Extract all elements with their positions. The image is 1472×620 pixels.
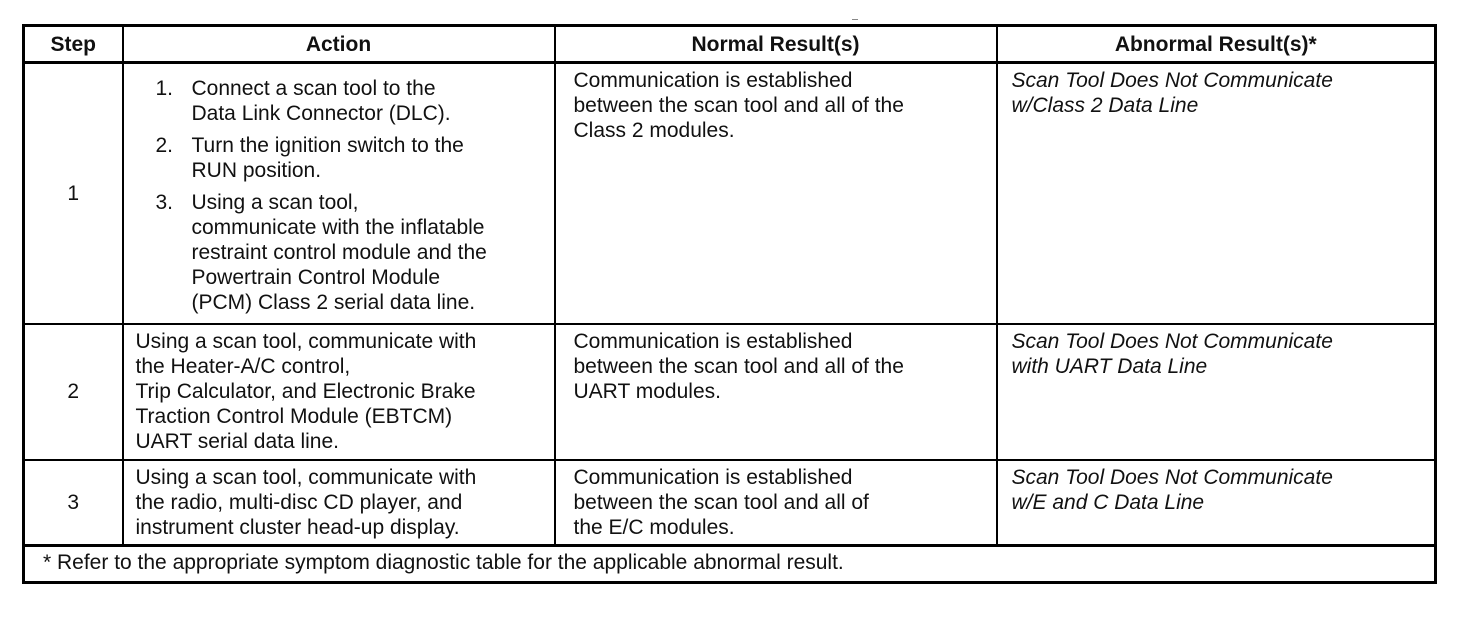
action-cell (123, 63, 555, 324)
list-item-number: 1. (155, 77, 174, 100)
step-number: 3 (24, 460, 123, 546)
action-cell: Using a scan tool, communicate with the Heater-A/C control, Trip Calculator, and Electronic Brake Traction Control Module (EBTCM) UART serial data line. (123, 324, 555, 460)
table-row (24, 63, 1436, 324)
header-normal-results: Normal Result(s) (555, 26, 997, 63)
list-item (136, 190, 546, 315)
normal-result: Communication is established between the scan tool and all of the Class 2 modules. (555, 63, 997, 324)
footnote: * Refer to the appropriate symptom diagnostic table for the applicable abnormal result. (24, 545, 1436, 582)
header-row (24, 26, 1436, 63)
list-item-text: Connect a scan tool to the Data Link Connector (DLC). (191, 77, 451, 125)
list-item-number: 3. (155, 191, 174, 214)
header-step: Step (24, 26, 123, 63)
list-item-text: Turn the ignition switch to the RUN position. (191, 134, 464, 182)
table-row (24, 460, 1436, 546)
list-item (136, 76, 546, 126)
list-item-text: Using a scan tool, communicate with the inflatable restraint control module and the Powertrain Control Module (PCM) Class 2 serial data line. (191, 191, 487, 314)
diagnostic-table (22, 24, 1437, 584)
step-number: 1 (24, 63, 123, 324)
abnormal-result: Scan Tool Does Not Communicate with UART Data Line (997, 324, 1436, 460)
action-list (136, 76, 546, 315)
abnormal-result: Scan Tool Does Not Communicate w/E and C Data Line (997, 460, 1436, 546)
header-abnormal-results: Abnormal Result(s)* (997, 26, 1436, 63)
table-row (24, 324, 1436, 460)
abnormal-result: Scan Tool Does Not Communicate w/Class 2 Data Line (997, 63, 1436, 324)
list-item-number: 2. (155, 134, 174, 157)
footnote-row (24, 545, 1436, 582)
list-item (136, 133, 546, 183)
header-action: Action (123, 26, 555, 63)
stray-mark (852, 19, 858, 20)
action-cell: Using a scan tool, communicate with the radio, multi-disc CD player, and instrument cluster head-up display. (123, 460, 555, 546)
normal-result: Communication is established between the scan tool and all of the UART modules. (555, 324, 997, 460)
normal-result: Communication is established between the scan tool and all of the E/C modules. (555, 460, 997, 546)
step-number: 2 (24, 324, 123, 460)
